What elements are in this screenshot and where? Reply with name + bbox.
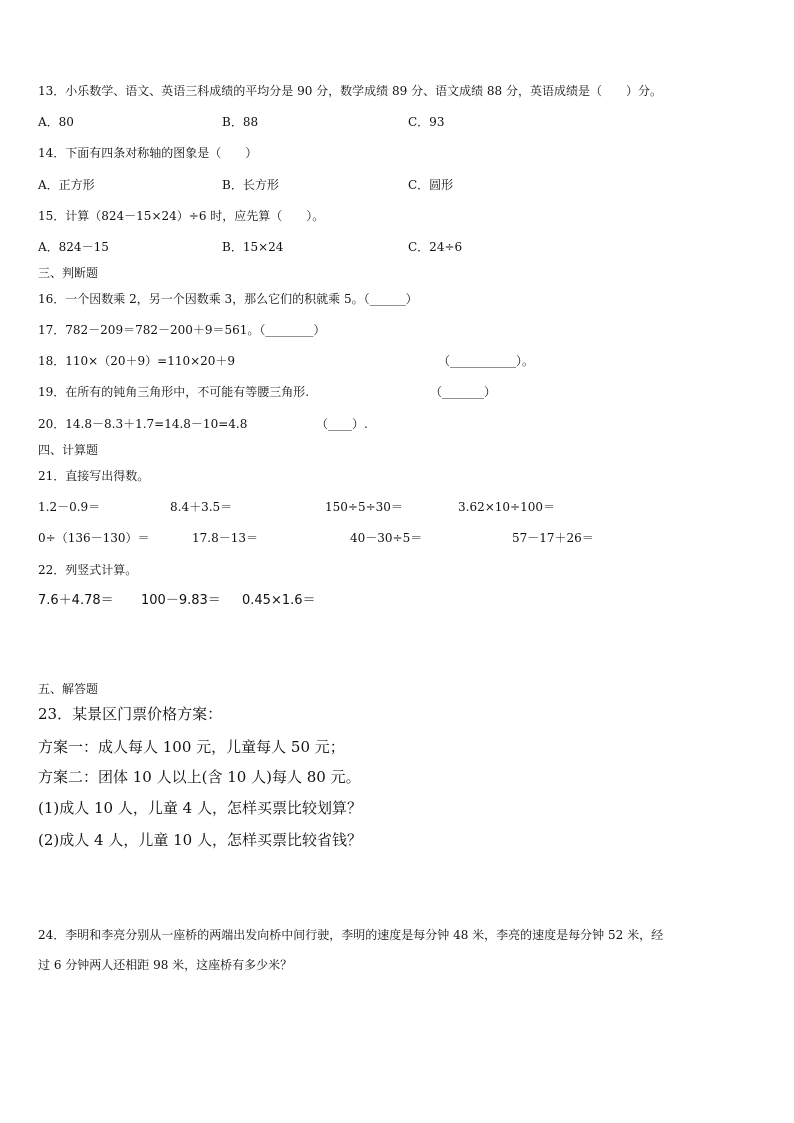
question-14-text: 14．下面有四条对称轴的图象是（ ）	[38, 146, 258, 160]
question-19-blank: （_______）	[430, 385, 497, 399]
question-13-option-c: C．93	[408, 115, 445, 129]
q21-item: 3.62×10÷100＝	[458, 500, 556, 514]
section-title-answer: 五、解答题	[38, 682, 99, 696]
q21-item: 57－17＋26＝	[512, 531, 594, 545]
q21-item: 150÷5÷30＝	[325, 500, 403, 514]
section-title-calculation: 四、计算题	[38, 443, 99, 457]
question-16-text: 16．一个因数乘 2，另一个因数乘 3，那么它们的积就乘 5。（______）	[38, 292, 418, 306]
q21-item: 0÷（136－130）＝	[38, 531, 150, 545]
section-title-judgement: 三、判断题	[38, 266, 99, 280]
q21-item: 17.8－13＝	[192, 531, 258, 545]
question-14-option-b: B．长方形	[222, 178, 279, 192]
question-24-line: 24．李明和李亮分别从一座桥的两端出发向桥中间行驶，李明的速度是每分钟 48 米，李亮的速度是每分钟 52 米，经	[38, 928, 664, 942]
question-14-option-a: A．正方形	[38, 178, 95, 192]
question-23-title: 23．某景区门票价格方案：	[38, 705, 223, 723]
question-18-text: 18．110×（20＋9）=110×20＋9	[38, 354, 236, 368]
q22-item: 7.6＋4.78＝	[38, 593, 114, 608]
question-13-option-b: B．88	[222, 115, 259, 129]
question-24-line: 过 6 分钟两人还相距 98 米，这座桥有多少米？	[38, 958, 293, 972]
q21-item: 8.4＋3.5＝	[170, 500, 233, 514]
question-22-text: 22．列竖式计算。	[38, 563, 138, 577]
question-18-blank: （___________）。	[438, 354, 535, 368]
question-17-text: 17．782－209＝782－200＋9＝561。（________）	[38, 323, 326, 337]
question-20-blank: （____）.	[316, 417, 368, 431]
question-13-option-a: A．80	[38, 115, 74, 129]
question-21-text: 21．直接写出得数。	[38, 469, 150, 483]
q22-item: 100－9.83＝	[141, 593, 221, 608]
question-14-option-c: C．圆形	[408, 178, 454, 192]
question-23-line: (2)成人 4 人，儿童 10 人，怎样买票比较省钱？	[38, 831, 362, 849]
question-15-option-a: A．824－15	[38, 240, 109, 254]
question-20-text: 20．14.8－8.3＋1.7=14.8－10=4.8	[38, 417, 248, 431]
question-15-option-b: B．15×24	[222, 240, 284, 254]
q21-item: 1.2－0.9＝	[38, 500, 101, 514]
question-13-text: 13．小乐数学、语文、英语三科成绩的平均分是 90 分，数学成绩 89 分、语文成绩 88 分，英语成绩是（ ）分。	[38, 84, 662, 98]
q21-item: 40－30÷5＝	[350, 531, 423, 545]
question-23-line: (1)成人 10 人，儿童 4 人，怎样买票比较划算？	[38, 799, 362, 817]
question-23-line: 方案二：团体 10 人以上(含 10 人)每人 80 元。	[38, 768, 361, 786]
question-15-option-c: C．24÷6	[408, 240, 463, 254]
question-19-text: 19．在所有的钝角三角形中，不可能有等腰三角形.	[38, 385, 310, 399]
question-15-text: 15．计算（824－15×24）÷6 时，应先算（ ）。	[38, 209, 325, 223]
q22-item: 0.45×1.6＝	[242, 593, 316, 608]
question-23-line: 方案一：成人每人 100 元，儿童每人 50 元；	[38, 738, 345, 756]
